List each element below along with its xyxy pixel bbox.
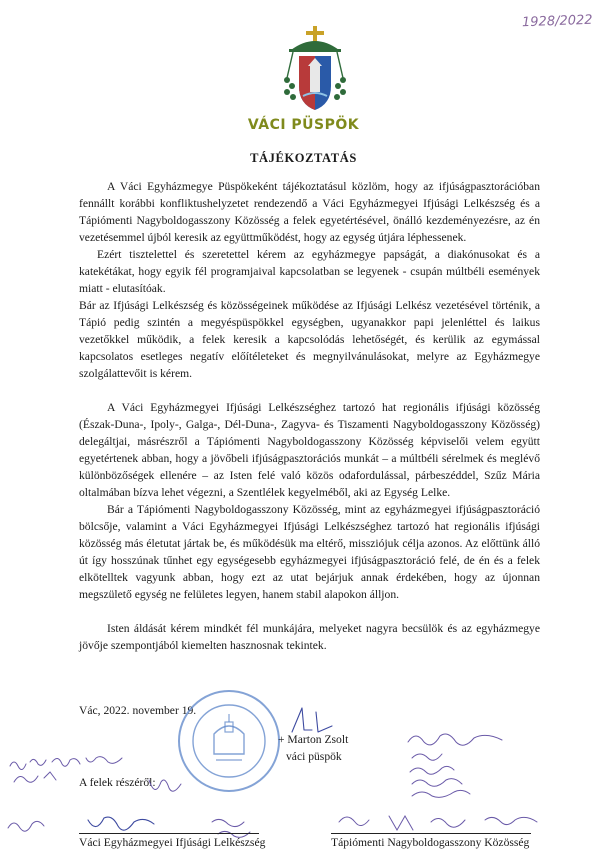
paragraph-1: A Váci Egyházmegye Püspökeként tájékoztatásul közlöm, hogy az ifjúságpasztorációban fennállt korábbi konfliktushelyzetet rendezendő a Váci Egyházmegyei Ifjúsági Lelkészség és a Tápiómenti Nagyboldogasszony Közösség a felek egyetértésével, önálló kezdeményezésre, az én vezetésemmel újból keresik az együttműködést, hogy az egység útjára léphessenek.: [79, 180, 540, 244]
signer-name: + Marton Zsolt: [278, 733, 349, 746]
paragraph-4: A Váci Egyházmegyei Ifjúsági Lelkészséghez tartozó hat regionális ifjúsági közösség (Észak-Duna-, Ipoly-, Galga-, Dél-Duna-, Zagyva- és Tiszamenti Nagyboldogasszony Közösség) delegáltjai, másrészről a Tápiómenti Nagyboldogasszony Közösség képviselői velem együtt egyetértenek abban, hogy a jövőbeli ifjúságpasztorációs munkát – a múltbéli sérelmek és meglévő különbözőségek ellenére – az Isten felé való közös odafordulással, párbeszéddel, Szűz Mária oltalmában bízva lehet végezni, a Szentlélek kegyelméből, aki az Egység Lelke.: [79, 401, 540, 499]
handwritten-signature-center-icon: [145, 772, 189, 802]
handwritten-signatures-left-icon: [4, 748, 134, 788]
date-line: Vác, 2022. november 19.: [79, 704, 197, 717]
issuer-title: VÁCI PÜSPÖK: [247, 117, 360, 133]
official-stamp-icon: [176, 688, 282, 794]
paragraph-5: Bár a Tápiómenti Nagyboldogasszony Közösség, mint az egyházmegyei ifjúságpasztoráció bölcsője, valamint a Váci Egyházmegyei Ifjúsági Lelkészséghez tartozó hat regionális ifjúsági közösség más életutat jártak be, és működésük ma eltérő, missziójuk célja azonos. Az előttünk álló út így hosszúnak tűnhet egy egységesebb egyházmegyei ifjúságpasztoráció felé, de én és a felek elkötelltek vagyunk abban, hogy ezt az utat bejárjuk annak érdekében, hogy az újonnan megszülető egység ne felületes legyen, hanem stabil alapokon álljon.: [79, 503, 540, 601]
signer-role: váci püspök: [286, 750, 342, 763]
paragraph-3: Bár az Ifjúsági Lelkészség és közösségeinek működése az Ifjúsági Lelkész vezetésével történik, a Tápió pedig szintén a megyéspüspökkel egységben, ugyanakkor papi jelenléttel és laikus vezetőkkel működik, a felek keresik a kapcsolódás lehetőségét, és kerülik az egymással kapcsolatos esetleges negatív előítéleteket és megnyilvánulásokat, melyre az Egyházmegye szolgálattevőit is kérem.: [79, 299, 540, 380]
party-right-label: Tápiómenti Nagyboldogasszony Közösség: [331, 836, 530, 849]
parties-label: A felek részéről:: [79, 776, 156, 789]
bishop-coat-of-arms-icon: [283, 26, 347, 112]
document-heading: TÁJÉKOZTATÁS: [250, 151, 357, 165]
signature-block: [278, 731, 348, 765]
document-number: 1928/2022: [522, 12, 594, 31]
signature-line-left: [79, 833, 259, 834]
party-left-label: Váci Egyházmegyei Ifjúsági Lelkészség: [79, 836, 266, 849]
signature-line-right: [331, 833, 531, 834]
handwritten-signatures-bottom-right-icon: [335, 808, 555, 836]
document-body: [79, 178, 540, 654]
paragraph-6: Isten áldását kérem mindkét fél munkájára, melyeket nagyra becsülök és az egyházmegye jövője szempontjából kiemelten hasznosnak tekintek.: [79, 622, 540, 652]
handwritten-signatures-right-icon: [402, 728, 522, 802]
paragraph-2: Ezért tisztelettel és szeretettel kérem az egyházmegye papságát, a diakónusokat és a katekétákat, hogy egyik fél programjaival kapcsolatban se legyenek - csupán múltbéli események miatt - elutasítóak.: [79, 248, 540, 295]
